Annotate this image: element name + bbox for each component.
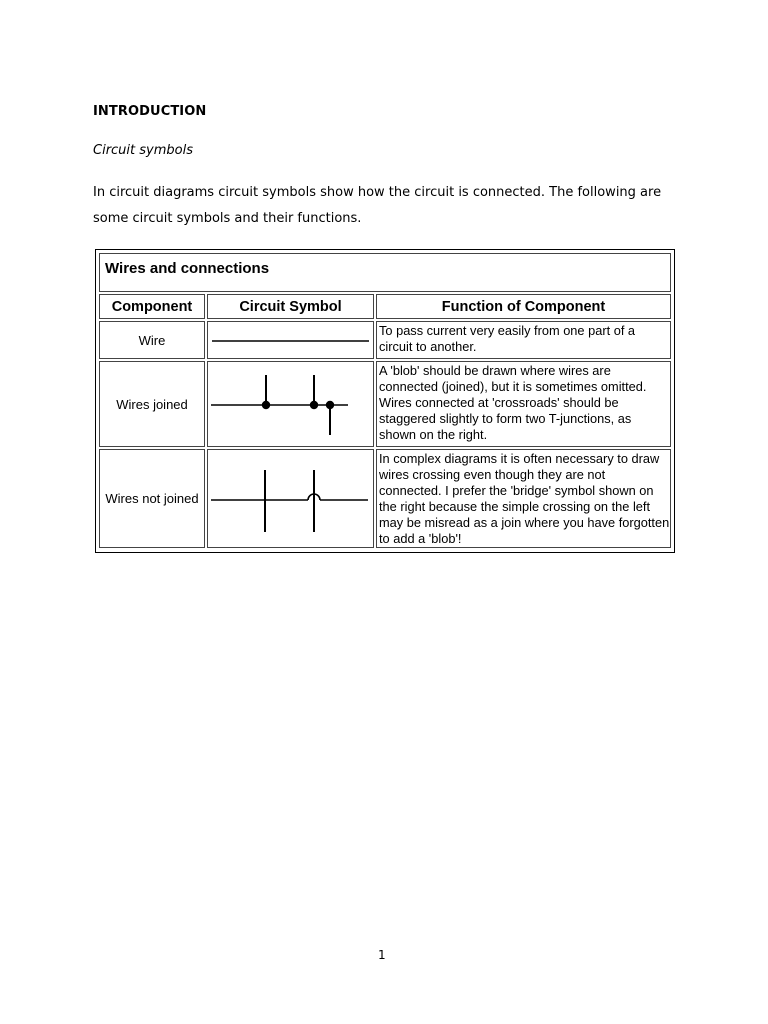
component-label-wires-joined: Wires joined: [99, 361, 205, 447]
straight-wire-symbol-icon: [208, 322, 373, 358]
function-text-wires-not-joined: In complex diagrams it is often necessary to draw wires crossing even though they are not connected. I prefer the 'bridge' symbol shown on the right because the simple crossing on the left may be misread as a join where you have forgotten to add a 'blob'!: [376, 449, 671, 548]
column-header-function: Function of Component: [376, 294, 671, 319]
column-header-component: Component: [99, 294, 205, 319]
page-number: 1: [378, 948, 386, 962]
function-text-wires-joined: A 'blob' should be drawn where wires are connected (joined), but it is sometimes omitted. Wires connected at 'crossroads' should be staggered slightly to form two T-junctions, as shown on the right.: [376, 361, 671, 447]
column-header-circuit-symbol: Circuit Symbol: [207, 294, 374, 319]
wires-joined-symbol-icon: [208, 362, 373, 446]
figure-title: Wires and connections: [99, 253, 671, 292]
component-label-wire: Wire: [99, 321, 205, 359]
intro-paragraph: In circuit diagrams circuit symbols show how the circuit is connected. The following are some circuit symbols and their functions.: [93, 185, 662, 226]
symbol-cell-wires-not-joined: [207, 449, 374, 548]
function-text-wire: To pass current very easily from one part of a circuit to another.: [376, 321, 671, 359]
section-subheading: Circuit symbols: [93, 143, 193, 158]
symbol-cell-wire: [207, 321, 374, 359]
circuit-symbols-figure: [95, 249, 675, 553]
symbol-cell-wires-joined: [207, 361, 374, 447]
wires-not-joined-symbol-icon: [208, 450, 373, 547]
component-label-wires-not-joined: Wires not joined: [99, 449, 205, 548]
document-heading: INTRODUCTION: [93, 104, 207, 119]
